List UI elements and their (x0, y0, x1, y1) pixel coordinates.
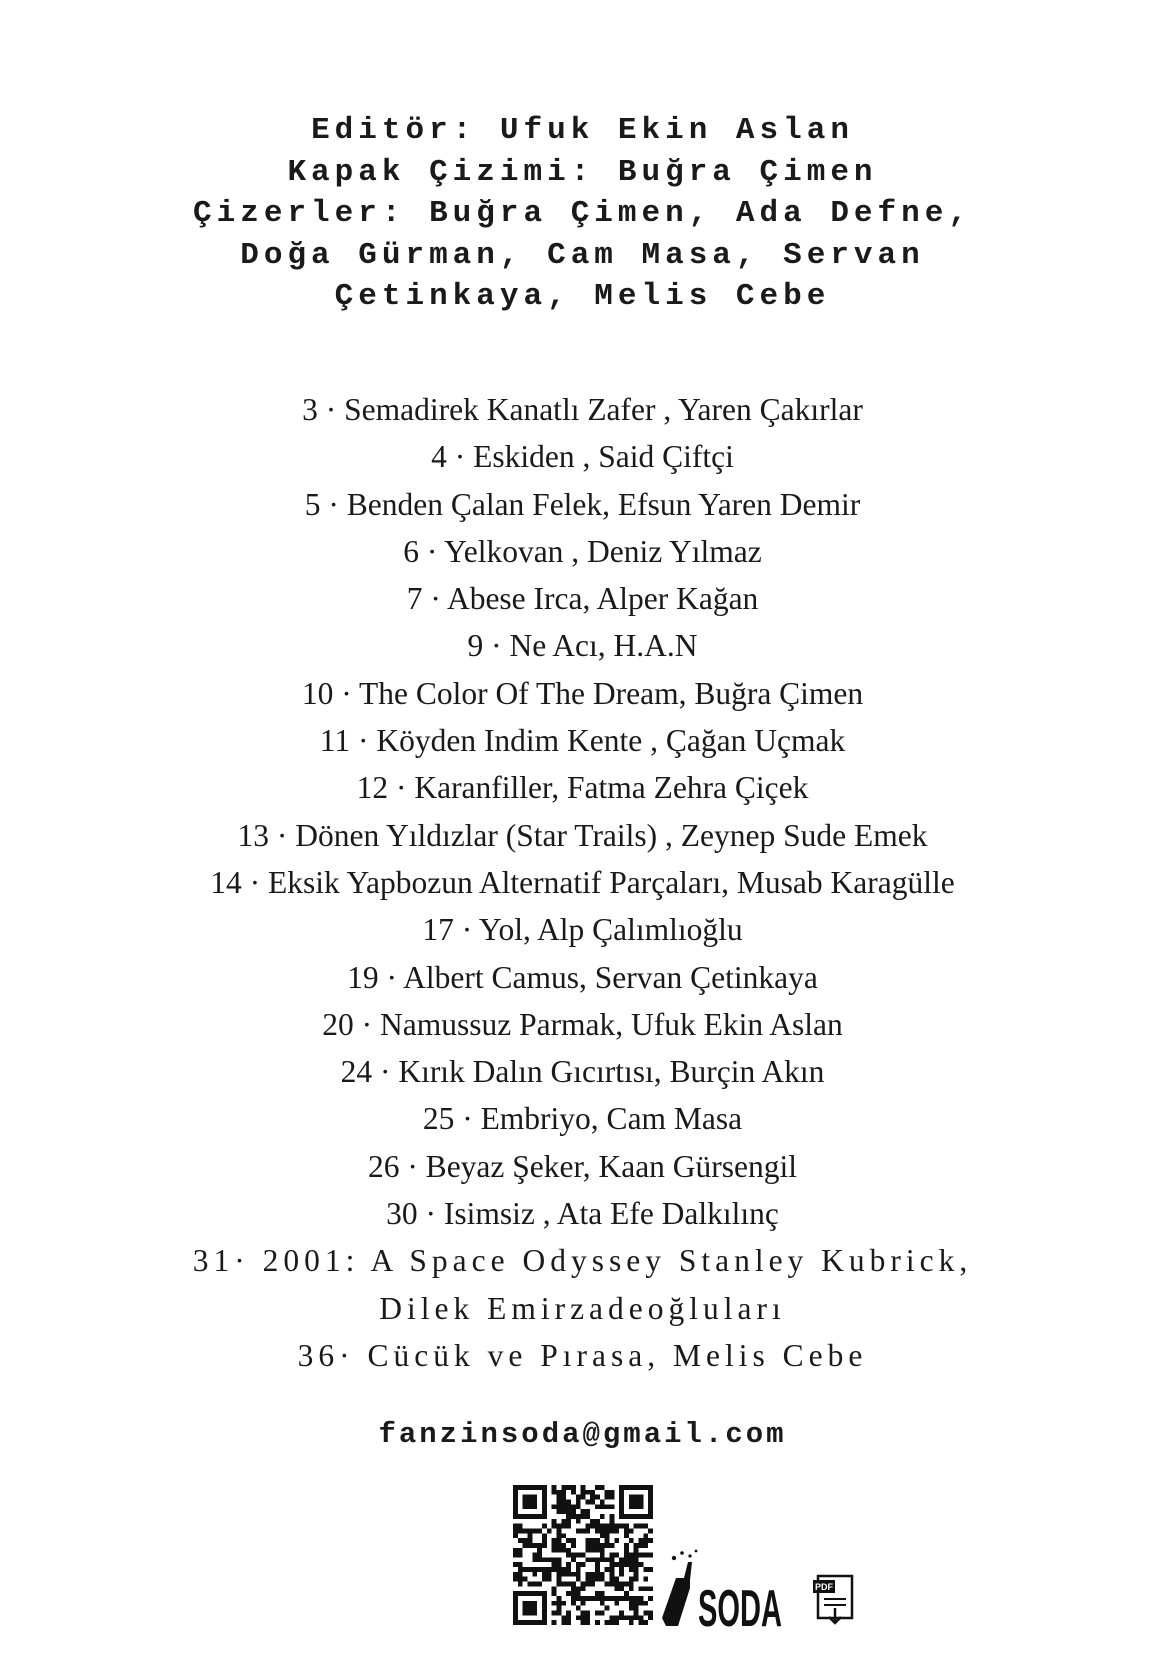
toc-entry: 6 · Yelkovan , Deniz Yılmaz (403, 533, 762, 569)
contact-email[interactable]: fanzinsoda@gmail.com (378, 1418, 787, 1451)
soda-logo-text: SODA (698, 1580, 782, 1628)
toc-entry: 11 · Köyden Indim Kente , Çağan Uçmak (319, 723, 846, 759)
soda-logo (660, 1548, 785, 1628)
qr-code-icon[interactable] (513, 1485, 653, 1625)
toc-entry: 36· Cücük ve Pırasa, Melis Cebe (297, 1337, 868, 1373)
credit-illustrators-end: Çetinkaya, Melis Cebe (334, 279, 831, 314)
toc-entry: 12 · Karanfiller, Fatma Zehra Çiçek (356, 770, 809, 806)
toc-entry: 4 · Eskiden , Said Çiftçi (431, 439, 734, 475)
table-of-contents (0, 386, 1165, 1379)
toc-entry: 26 · Beyaz Şeker, Kaan Gürsengil (367, 1148, 798, 1184)
credit-cover: Kapak Çizimi: Buğra Çimen (287, 154, 878, 190)
toc-entry: 3 · Semadirek Kanatlı Zafer , Yaren Çakırlar (302, 392, 863, 427)
toc-entry: 5 · Benden Çalan Felek, Efsun Yaren Demir (304, 486, 861, 522)
toc-entry: 7 · Abese Irca, Alper Kağan (406, 581, 759, 617)
toc-entry: 17 · Yol, Alp Çalımlıoğlu (422, 912, 743, 948)
toc-entry: 9 · Ne Acı, H.A.N (467, 628, 698, 664)
credit-illustrators: Çizerler: Buğra Çimen, Ada Defne, (193, 196, 972, 231)
toc-entry: 20 · Namussuz Parmak, Ufuk Ekin Aslan (322, 1006, 843, 1042)
toc-entry: 19 · Albert Camus, Servan Çetinkaya (347, 959, 818, 995)
toc-entry: Dilek Emirzadeoğluları (379, 1290, 786, 1326)
pdf-badge-text: PDF (815, 1582, 833, 1592)
toc-entry: 31· 2001: A Space Odyssey Stanley Kubrick, (192, 1243, 973, 1279)
toc-entry: 10 · The Color Of The Dream, Buğra Çimen (301, 675, 864, 711)
toc-entry: 30 · Isimsiz , Ata Efe Dalkılınç (386, 1196, 779, 1232)
bottle-icon (662, 1550, 697, 1626)
toc-entry: 13 · Dönen Yıldızlar (Star Trails) , Zeynep Sude Emek (237, 817, 928, 853)
credits-block (0, 110, 1165, 318)
toc-entry: 24 · Kırık Dalın Gıcırtısı, Burçin Akın (340, 1054, 825, 1090)
credit-illustrators-cont: Doğa Gürman, Cam Masa, Servan (240, 237, 925, 273)
toc-entry: 25 · Embriyo, Cam Masa (422, 1101, 743, 1137)
pdf-download-icon[interactable] (812, 1572, 857, 1626)
credit-editor: Editör: Ufuk Ekin Aslan (311, 113, 854, 148)
toc-entry: 14 · Eksik Yapbozun Alternatif Parçaları, Musab Karagülle (210, 864, 955, 900)
